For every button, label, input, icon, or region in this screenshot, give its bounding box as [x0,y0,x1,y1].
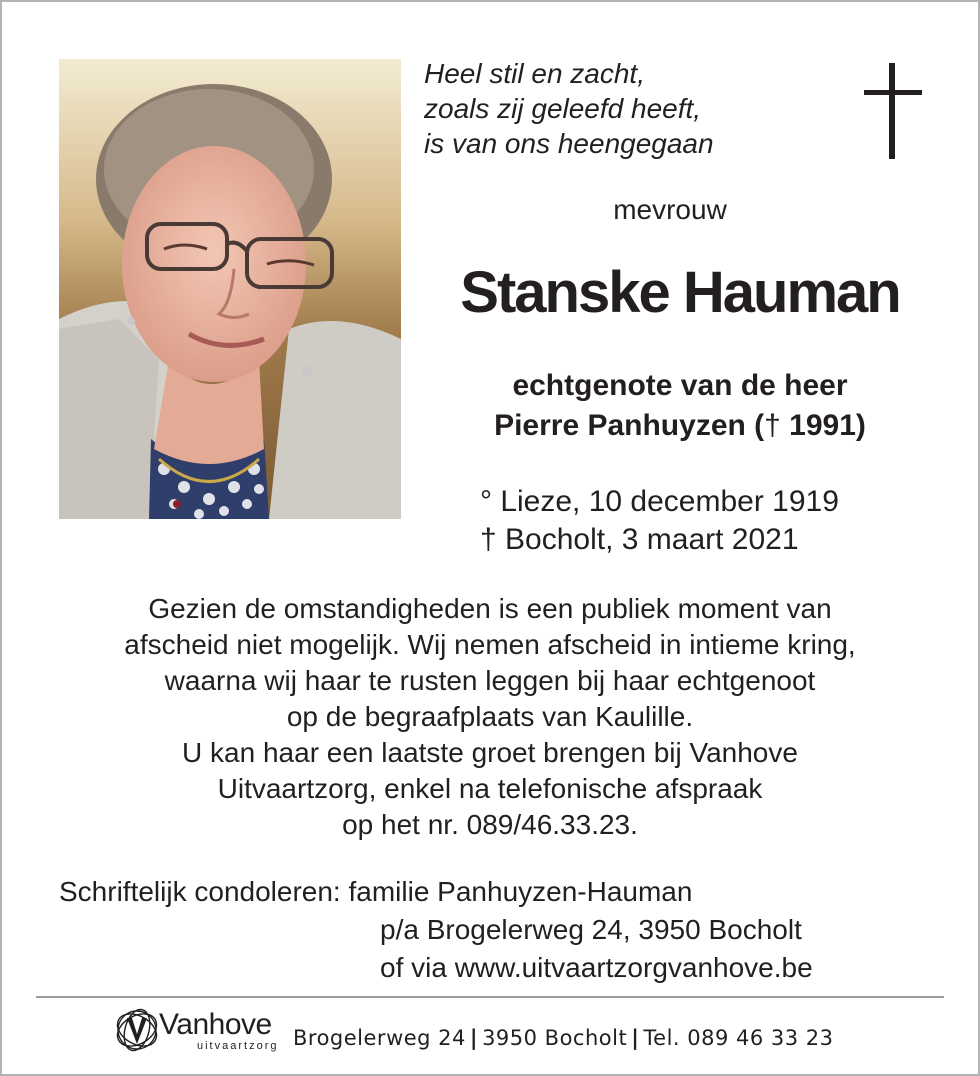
birth-date: ° Lieze, 10 december 1919 [480,485,839,518]
text-line: waarna wij haar te rusten leggen bij haar echtgenoot [164,665,816,696]
text-line: Uitvaartzorg, enkel na telefonische afspraak [217,773,763,804]
honorific: mevrouw [613,194,727,225]
text-line: afscheid niet mogelijk. Wij nemen afscheid in intieme kring, [124,629,856,660]
text-line: U kan haar een laatste groet brengen bij Vanhove [182,737,798,768]
death-date: † Bocholt, 3 maart 2021 [480,523,799,556]
footer-address [293,1024,834,1052]
deceased-name: Stanske Hauman [460,260,900,325]
spouse-death-year: 1991) [780,409,866,442]
announcement-text [40,591,940,843]
condolence-address [59,873,939,987]
life-dates [480,483,900,559]
spouse-line: echtgenote van de heer [512,369,848,402]
logo-mark-icon [113,1006,161,1054]
cross-icon [864,63,922,159]
portrait-photo [59,59,401,519]
poem-line: zoals zij geleefd heeft, [424,93,702,124]
poem-line: Heel stil en zacht, [424,58,645,89]
poem [424,56,844,161]
condolence-label: Schriftelijk condoleren: [59,876,349,907]
text-line: Gezien de omstandigheden is een publiek moment van [148,593,832,624]
spouse-name: Pierre Panhuyzen ( [494,409,765,442]
funeral-home-logo [113,1006,283,1054]
logo-name: Vanhove [159,1008,272,1041]
condolence-row [59,873,939,911]
poem-line: is van ons heengegaan [424,128,714,159]
condolence-line: familie Panhuyzen-Hauman [348,876,693,907]
condolence-row [59,949,939,987]
divider [36,996,944,998]
logo-subtitle: uitvaartzorg [197,1040,279,1052]
footer-city: 3950 Bocholt [482,1026,628,1050]
dagger-icon: † [764,409,781,442]
footer-phone: Tel. 089 46 33 23 [643,1026,834,1050]
footer-separator: | [631,1026,640,1050]
spouse-line [420,406,940,446]
condolence-row [59,911,939,949]
condolence-line: p/a Brogelerweg 24, 3950 Bocholt [380,914,802,945]
text-line: op de begraafplaats van Kaulille. [286,701,694,732]
condolence-website[interactable]: of via www.uitvaartzorgvanhove.be [380,952,813,983]
footer-separator: | [469,1026,479,1050]
spouse-info [420,366,940,446]
text-line: op het nr. 089/46.33.23. [342,809,638,840]
footer-street: Brogelerweg 24 [293,1026,466,1050]
